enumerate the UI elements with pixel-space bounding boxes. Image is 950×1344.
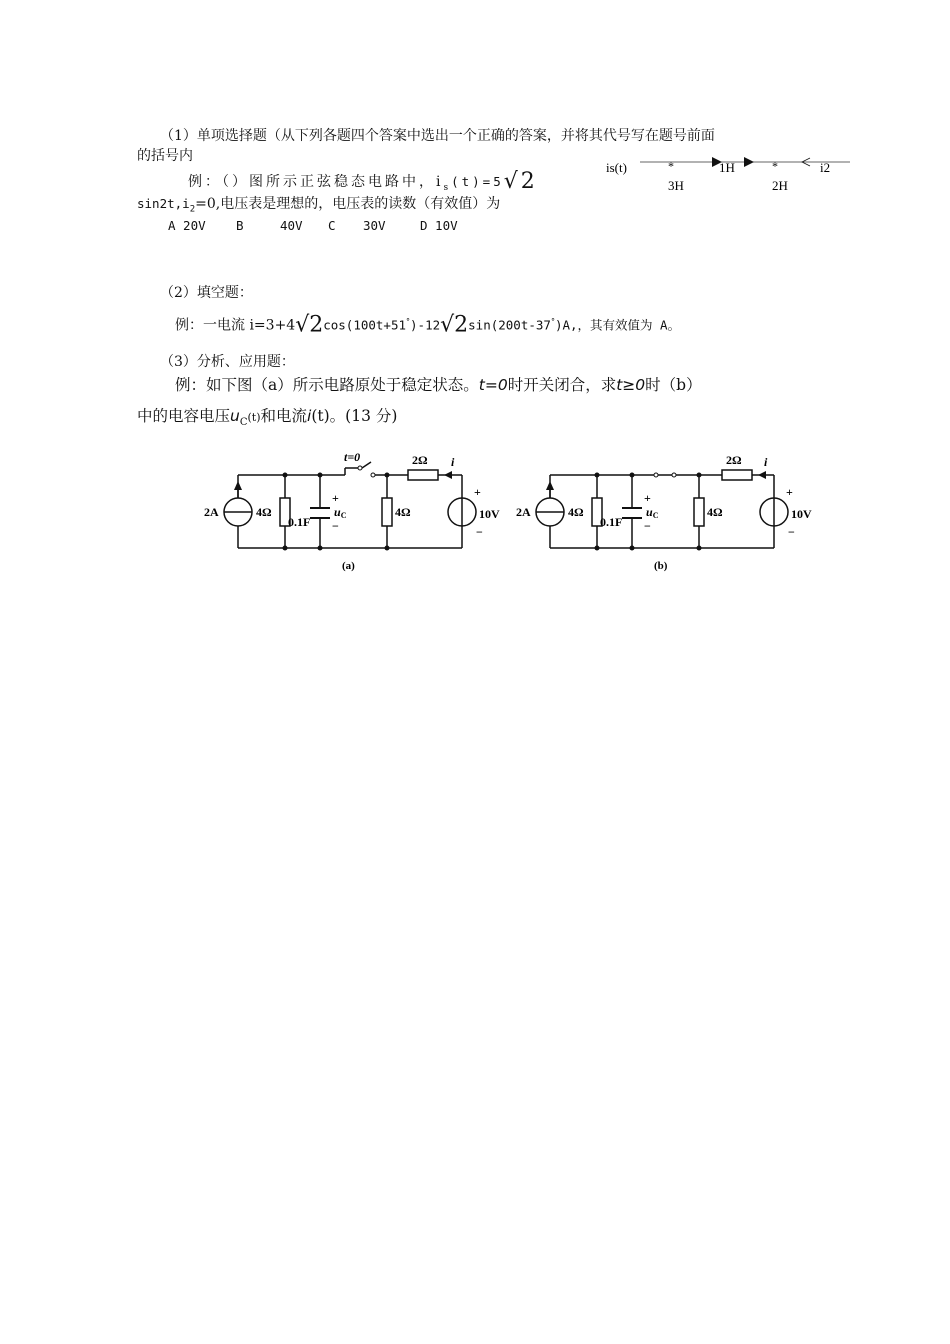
star-2: * [772,159,778,173]
deg-2: ° [550,317,555,326]
switch-blade [362,462,371,468]
option-d: D 10V [420,218,458,233]
label-3h: 3H [668,178,684,193]
resistor-4-ohm-right [382,498,392,526]
minus-label-2: − [788,525,795,539]
ex-a: 例：一电流 i=3+4 [175,317,296,334]
s3-ex-b: 时开关闭合，求 [507,376,617,394]
switch-contact-right [371,473,375,477]
plus-label: + [332,491,339,505]
cap-label: 0.1F [600,515,623,529]
s3-line2-c: 。(13 分) [329,407,398,425]
s3-ex-a: 例：如下图（a）所示电路原处于稳定状态。 [175,376,479,394]
resistor-2-ohm [722,470,752,480]
src-i-label: 2A [516,505,531,519]
uc-label: uC [646,505,659,520]
caption-a: (a) [342,560,355,572]
r2-label: 2Ω [726,453,742,467]
src-v-label: 10V [791,507,812,521]
r4a-label: 4Ω [568,505,584,519]
ex-d: sin(200t-37 [468,317,551,333]
ex-e: )A,，其有效值为 A。 [554,317,681,333]
sqrt-two-2: √2 [440,312,469,338]
section2-example [175,312,680,336]
r4a-label: 4Ω [256,505,272,519]
example-mid: (t)=5 [451,174,504,189]
resistor-4-ohm-right [694,498,704,526]
current-arrow-icon [444,471,452,479]
s3-line2-b: 和电流 [260,407,308,425]
t-ge-0: t≥0 [616,376,646,394]
section3-title: （3）分析、应用题： [160,354,295,370]
example-prefix: 例：（）图所示正弦稳态电路中，i [188,174,444,190]
minus-label: − [644,519,651,533]
ex-b: cos(100t+51 [323,317,407,333]
section1-title-line1: （1）单项选择题（从下列各题四个答案中选出一个正确的答案，并将其代号写在题号前面 [160,128,715,144]
star-1: * [668,159,674,173]
option-c: C [328,218,336,233]
s3-line2-a: 中的电容电压 [137,407,231,425]
r4b-label: 4Ω [395,505,411,519]
source-arrow-icon [546,481,554,490]
section1-line2 [137,194,500,220]
i-label: i [764,455,768,469]
t-eq-0: t=0 [478,376,508,394]
ex-c: )-12 [410,317,441,333]
figure1-coupled-inductors [600,150,860,200]
plus-label: + [644,491,651,505]
line2-sub: 2 [189,204,196,215]
switch-label: t=0 [344,450,361,464]
label-2h: 2H [772,178,788,193]
sqrt-two-1: √2 [295,312,324,338]
i-symbol: i [307,407,312,425]
section3-line2 [137,406,397,433]
section3-line1 [175,375,702,395]
src-i-label: 2A [204,505,219,519]
minus-label: − [332,519,339,533]
minus-label-2: − [476,525,483,539]
src-v-label: 10V [479,507,500,521]
resistor-2-ohm [408,470,438,480]
uc-symbol: u [230,407,240,425]
label-i2: i2 [820,160,831,175]
line2-b: =0,电压表是理想的，电压表的读数（有效值）为 [195,196,501,212]
example-sub: s [443,182,452,193]
i-arg: (t) [311,407,330,425]
section2-title: （2）填空题： [160,285,253,301]
plus-label-2: + [474,485,481,499]
uc-label: uC [334,505,347,520]
option-c-value: 30V [363,218,386,233]
uc-sub: C [239,417,248,429]
line2-a: sin2t,i [137,196,190,211]
i-label: i [451,455,455,469]
switch-contact-left [358,466,362,470]
plus-label-2: + [786,485,793,499]
is-label: is(t) [606,160,627,175]
option-b-value: 40V [280,218,303,233]
circuit-a [196,446,516,576]
caption-b: (b) [654,560,668,572]
option-b: B [236,218,244,233]
section1-title-line2: 的括号内 [137,148,193,164]
current-arrow-icon [758,471,766,479]
deg-1: ° [406,317,411,326]
closed-contact-right [672,473,676,477]
option-a: A 20V [168,218,206,233]
closed-contact-left [654,473,658,477]
cap-label: 0.1F [288,515,311,529]
r2-label: 2Ω [412,453,428,467]
r4b-label: 4Ω [707,505,723,519]
arrow-right-icon [744,157,754,167]
sqrt-two: √2 [503,169,538,194]
circuit-b [508,446,828,576]
source-arrow-icon [234,481,242,490]
label-1h: 1H [719,160,735,175]
s3-ex-c: 时（b） [645,376,702,394]
uc-arg: (t) [247,411,261,424]
